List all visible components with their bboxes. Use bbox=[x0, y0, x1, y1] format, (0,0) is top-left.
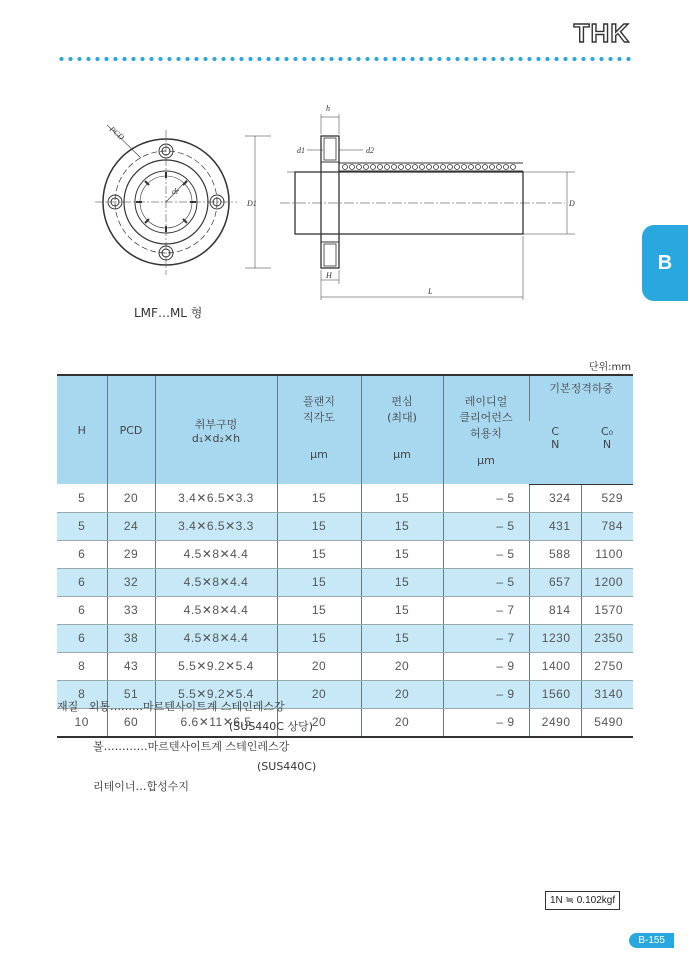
dotted-divider bbox=[57, 56, 633, 62]
table-cell: – 7 bbox=[443, 624, 529, 652]
table-row bbox=[57, 652, 633, 680]
table-cell: 15 bbox=[277, 512, 361, 540]
table-cell: 324 bbox=[529, 484, 581, 512]
table-cell: 20 bbox=[361, 652, 443, 680]
table-cell: 1400 bbox=[529, 652, 581, 680]
table-cell: 24 bbox=[107, 512, 155, 540]
table-cell: 1560 bbox=[529, 680, 581, 708]
table-cell: 15 bbox=[277, 568, 361, 596]
table-cell: 20 bbox=[277, 708, 361, 737]
h-label: h bbox=[326, 104, 330, 113]
table-cell: 2350 bbox=[581, 624, 633, 652]
header-PCD: PCD bbox=[107, 375, 155, 484]
pcd-label: PCD bbox=[107, 124, 126, 142]
table-cell: 4.5✕8✕4.4 bbox=[155, 540, 277, 568]
technical-drawing bbox=[95, 100, 595, 305]
mount-dims-label: d₁✕d₂✕h bbox=[191, 431, 241, 445]
table-cell: 8 bbox=[57, 680, 107, 708]
L-label: L bbox=[428, 287, 433, 296]
page-number: B-155 bbox=[629, 933, 674, 948]
table-cell: 15 bbox=[277, 596, 361, 624]
table-cell: 431 bbox=[529, 512, 581, 540]
table-cell: 15 bbox=[361, 568, 443, 596]
eccentricity-label: 편심 (최대) bbox=[387, 395, 417, 424]
table-cell: 814 bbox=[529, 596, 581, 624]
table-cell: 8 bbox=[57, 652, 107, 680]
table-cell: 2750 bbox=[581, 652, 633, 680]
unit-um-1: μm bbox=[310, 448, 328, 461]
table-cell: 2490 bbox=[529, 708, 581, 737]
unit-um-2: μm bbox=[393, 448, 411, 461]
table-cell: – 9 bbox=[443, 652, 529, 680]
table-cell: 5.5✕9.2✕5.4 bbox=[155, 680, 277, 708]
header-flange-perpendicularity bbox=[277, 375, 361, 484]
table-cell: 6.6✕11✕6.5 bbox=[155, 708, 277, 737]
table-cell: 4.5✕8✕4.4 bbox=[155, 624, 277, 652]
table-cell: 15 bbox=[277, 484, 361, 512]
table-cell: 6 bbox=[57, 568, 107, 596]
table-cell: 20 bbox=[277, 652, 361, 680]
table-cell: 1230 bbox=[529, 624, 581, 652]
d2-label: d2 bbox=[366, 146, 374, 155]
radial-clearance-label: 레이디얼 클리어런스 허용치 bbox=[459, 395, 513, 440]
table-cell: 32 bbox=[107, 568, 155, 596]
table-cell: 15 bbox=[361, 624, 443, 652]
header-basic-load: 기본정격하중 bbox=[529, 375, 633, 421]
table-row bbox=[57, 568, 633, 596]
material-line-5: 리테이너…합성수지 bbox=[93, 780, 190, 793]
header-C: C N bbox=[529, 421, 581, 484]
table-cell: 5 bbox=[57, 484, 107, 512]
H-label: H bbox=[326, 271, 332, 280]
material-line-4: (SUS440C) bbox=[257, 760, 317, 773]
table-cell: – 5 bbox=[443, 484, 529, 512]
table-cell: 1200 bbox=[581, 568, 633, 596]
table-cell: 20 bbox=[107, 484, 155, 512]
table-cell: 15 bbox=[277, 540, 361, 568]
table-row bbox=[57, 596, 633, 624]
table-row bbox=[57, 624, 633, 652]
table-cell: 1570 bbox=[581, 596, 633, 624]
table-cell: 5490 bbox=[581, 708, 633, 737]
header-H: H bbox=[57, 375, 107, 484]
material-line-2: (SUS440C 상당) bbox=[229, 720, 314, 733]
table-cell: 15 bbox=[361, 596, 443, 624]
table-cell: 60 bbox=[107, 708, 155, 737]
table-cell: 4.5✕8✕4.4 bbox=[155, 568, 277, 596]
table-cell: 33 bbox=[107, 596, 155, 624]
table-cell: 20 bbox=[361, 708, 443, 737]
unit-label: 단위:mm bbox=[588, 362, 631, 373]
drawing-caption: LMF…ML 형 bbox=[134, 306, 203, 320]
materials-note bbox=[57, 697, 316, 797]
header-mount-hole bbox=[155, 375, 277, 484]
table-cell: 3.4✕6.5✕3.3 bbox=[155, 512, 277, 540]
dr-label: dr bbox=[172, 187, 180, 196]
conversion-note: 1N ≒ 0.102kgf bbox=[545, 891, 620, 910]
table-cell: 15 bbox=[361, 512, 443, 540]
table-cell: 784 bbox=[581, 512, 633, 540]
table-cell: 51 bbox=[107, 680, 155, 708]
thk-logo: THK bbox=[573, 18, 630, 48]
table-cell: 38 bbox=[107, 624, 155, 652]
table-cell: 6 bbox=[57, 624, 107, 652]
table-cell: – 9 bbox=[443, 708, 529, 737]
table-row bbox=[57, 540, 633, 568]
table-cell: 15 bbox=[277, 624, 361, 652]
mount-hole-label: 취부구멍 bbox=[194, 417, 238, 431]
table-cell: 15 bbox=[361, 540, 443, 568]
table-cell: 29 bbox=[107, 540, 155, 568]
table-row bbox=[57, 512, 633, 540]
table-cell: 588 bbox=[529, 540, 581, 568]
table-cell: – 9 bbox=[443, 680, 529, 708]
table-cell: – 5 bbox=[443, 540, 529, 568]
table-cell: 3.4✕6.5✕3.3 bbox=[155, 484, 277, 512]
table-cell: – 5 bbox=[443, 512, 529, 540]
table-cell: 529 bbox=[581, 484, 633, 512]
table-cell: 5 bbox=[57, 512, 107, 540]
table-cell: 15 bbox=[361, 484, 443, 512]
D1-label: D1 bbox=[247, 199, 257, 208]
header-C0: C₀ N bbox=[581, 421, 633, 484]
D-label: D bbox=[569, 199, 575, 208]
table-cell: – 7 bbox=[443, 596, 529, 624]
table-cell: 4.5✕8✕4.4 bbox=[155, 596, 277, 624]
table-cell: 1100 bbox=[581, 540, 633, 568]
table-cell: 6 bbox=[57, 596, 107, 624]
table-cell: 5.5✕9.2✕5.4 bbox=[155, 652, 277, 680]
header-radial-clearance bbox=[443, 375, 529, 484]
material-line-1: 재질 외통………마르텐사이트계 스테인레스강 bbox=[57, 700, 285, 713]
flange-perp-label: 플랜지 직각도 bbox=[303, 395, 335, 424]
table-cell: 657 bbox=[529, 568, 581, 596]
table-cell: 20 bbox=[361, 680, 443, 708]
table-cell: 20 bbox=[277, 680, 361, 708]
table-cell: 43 bbox=[107, 652, 155, 680]
table-cell: 10 bbox=[57, 708, 107, 737]
d1-label: d1 bbox=[297, 146, 305, 155]
header-eccentricity bbox=[361, 375, 443, 484]
table-cell: – 5 bbox=[443, 568, 529, 596]
section-tab[interactable]: B bbox=[642, 225, 688, 301]
material-line-3: 볼…………마르텐사이트계 스테인레스강 bbox=[93, 740, 290, 753]
spec-table bbox=[57, 374, 633, 738]
table-cell: 3140 bbox=[581, 680, 633, 708]
table-row bbox=[57, 484, 633, 512]
table-cell: 6 bbox=[57, 540, 107, 568]
unit-um-3: μm bbox=[477, 454, 495, 467]
